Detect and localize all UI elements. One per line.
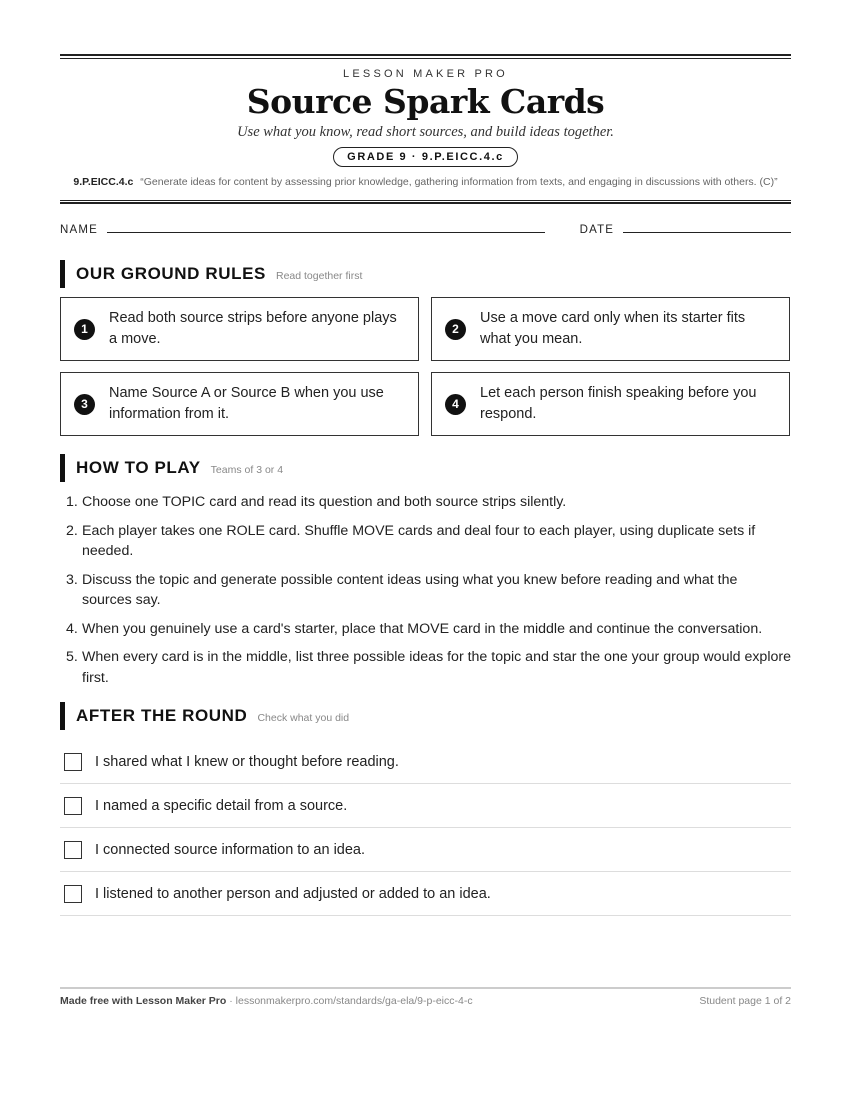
- header-bottom-rule: [60, 200, 791, 204]
- list-item: [66, 492, 791, 513]
- standard-text: “Generate ideas for content by assessing prior knowledge, gathering information from texts, and engaging in discussions with others. (C)”: [140, 176, 778, 188]
- list-item: [66, 521, 791, 562]
- list-item: [66, 647, 791, 688]
- list-item: [66, 570, 791, 611]
- checklist-item: [60, 740, 791, 784]
- footer-page-number: Student page 1 of 2: [699, 995, 791, 1007]
- checklist-text: I named a specific detail from a source.: [95, 797, 348, 814]
- top-double-rule: [60, 54, 791, 59]
- standard-code: 9.P.EICC.4.c: [73, 176, 134, 188]
- how-to-play-steps: [60, 492, 791, 688]
- checklist-item: [60, 872, 791, 916]
- brand-label: LESSON MAKER PRO: [343, 68, 508, 80]
- rule-text: Let each person finish speaking before you respond.: [480, 385, 757, 422]
- rule-text: Use a move card only when its starter fits what you mean.: [480, 310, 746, 347]
- number-badge-icon: 2: [445, 319, 466, 340]
- number-badge-icon: 3: [74, 394, 95, 415]
- checkbox[interactable]: [64, 885, 82, 903]
- after-round-heading: [60, 702, 791, 730]
- grade-standard-badge: GRADE 9 · 9.P.EICC.4.c: [333, 147, 518, 167]
- name-label: NAME: [60, 224, 99, 236]
- ground-rules-heading: [60, 260, 791, 288]
- name-date-row: [60, 220, 791, 236]
- number-badge-icon: 1: [74, 319, 95, 340]
- rule-card: [60, 297, 419, 361]
- step-text: Choose one TOPIC card and read its question and both source strips silently.: [82, 494, 567, 510]
- step-number: 3.: [66, 571, 78, 588]
- rule-card: [431, 372, 790, 436]
- name-field[interactable]: [107, 232, 545, 233]
- step-number: 1.: [66, 494, 78, 510]
- checklist-text: I shared what I knew or thought before reading.: [95, 753, 399, 770]
- footer-credit: [60, 995, 473, 1007]
- step-text: When every card is in the middle, list three possible ideas for the topic and star the one your group would explore first.: [82, 649, 791, 686]
- date-label: DATE: [579, 224, 615, 236]
- checklist-text: I connected source information to an idea.: [95, 841, 366, 858]
- checklist-text: I listened to another person and adjusted or added to an idea.: [95, 885, 491, 902]
- step-text: When you genuinely use a card's starter, place that MOVE card in the middle and continue the conversation.: [82, 620, 763, 637]
- ground-rules-note: Read together first: [276, 269, 363, 282]
- step-number: 4.: [66, 620, 78, 637]
- worksheet-page: [60, 54, 791, 916]
- page-footer: [60, 987, 791, 1007]
- footer-separator: ·: [226, 995, 236, 1007]
- step-number: 2.: [66, 522, 78, 539]
- page-title: Source Spark Cards: [246, 82, 605, 121]
- rule-card: [431, 297, 790, 361]
- number-badge-icon: 4: [445, 394, 466, 415]
- list-item: [66, 619, 791, 640]
- rule-card: [60, 372, 419, 436]
- after-round-checklist: [60, 740, 791, 916]
- checkbox[interactable]: [64, 753, 82, 771]
- after-round-title: AFTER THE ROUND: [76, 706, 248, 725]
- step-text: Each player takes one ROLE card. Shuffle MOVE cards and deal four to each player, using duplicate sets if needed.: [82, 522, 756, 559]
- ground-rules-grid: [60, 297, 791, 436]
- date-field[interactable]: [623, 232, 791, 233]
- footer-made-label: Made free with Lesson Maker Pro: [60, 995, 227, 1007]
- step-number: 5.: [66, 649, 78, 665]
- standard-description: [60, 174, 791, 190]
- how-to-play-note: Teams of 3 or 4: [210, 463, 284, 476]
- rule-text: Read both source strips before anyone plays a move.: [109, 310, 397, 347]
- checkbox[interactable]: [64, 797, 82, 815]
- rule-text: Name Source A or Source B when you use information from it.: [109, 385, 384, 422]
- page-subtitle: Use what you know, read short sources, and build ideas together.: [237, 124, 614, 140]
- badge-wrap: [60, 147, 791, 167]
- after-round-note: Check what you did: [257, 711, 350, 724]
- ground-rules-title: OUR GROUND RULES: [76, 264, 266, 283]
- checkbox[interactable]: [64, 841, 82, 859]
- checklist-item: [60, 828, 791, 872]
- how-to-play-heading: [60, 454, 791, 482]
- step-text: Discuss the topic and generate possible content ideas using what you knew before reading and what the sources say.: [82, 571, 738, 608]
- how-to-play-title: HOW TO PLAY: [76, 458, 201, 477]
- footer-url: lessonmakerpro.com/standards/ga-ela/9-p-eicc-4-c: [235, 995, 473, 1007]
- checklist-item: [60, 784, 791, 828]
